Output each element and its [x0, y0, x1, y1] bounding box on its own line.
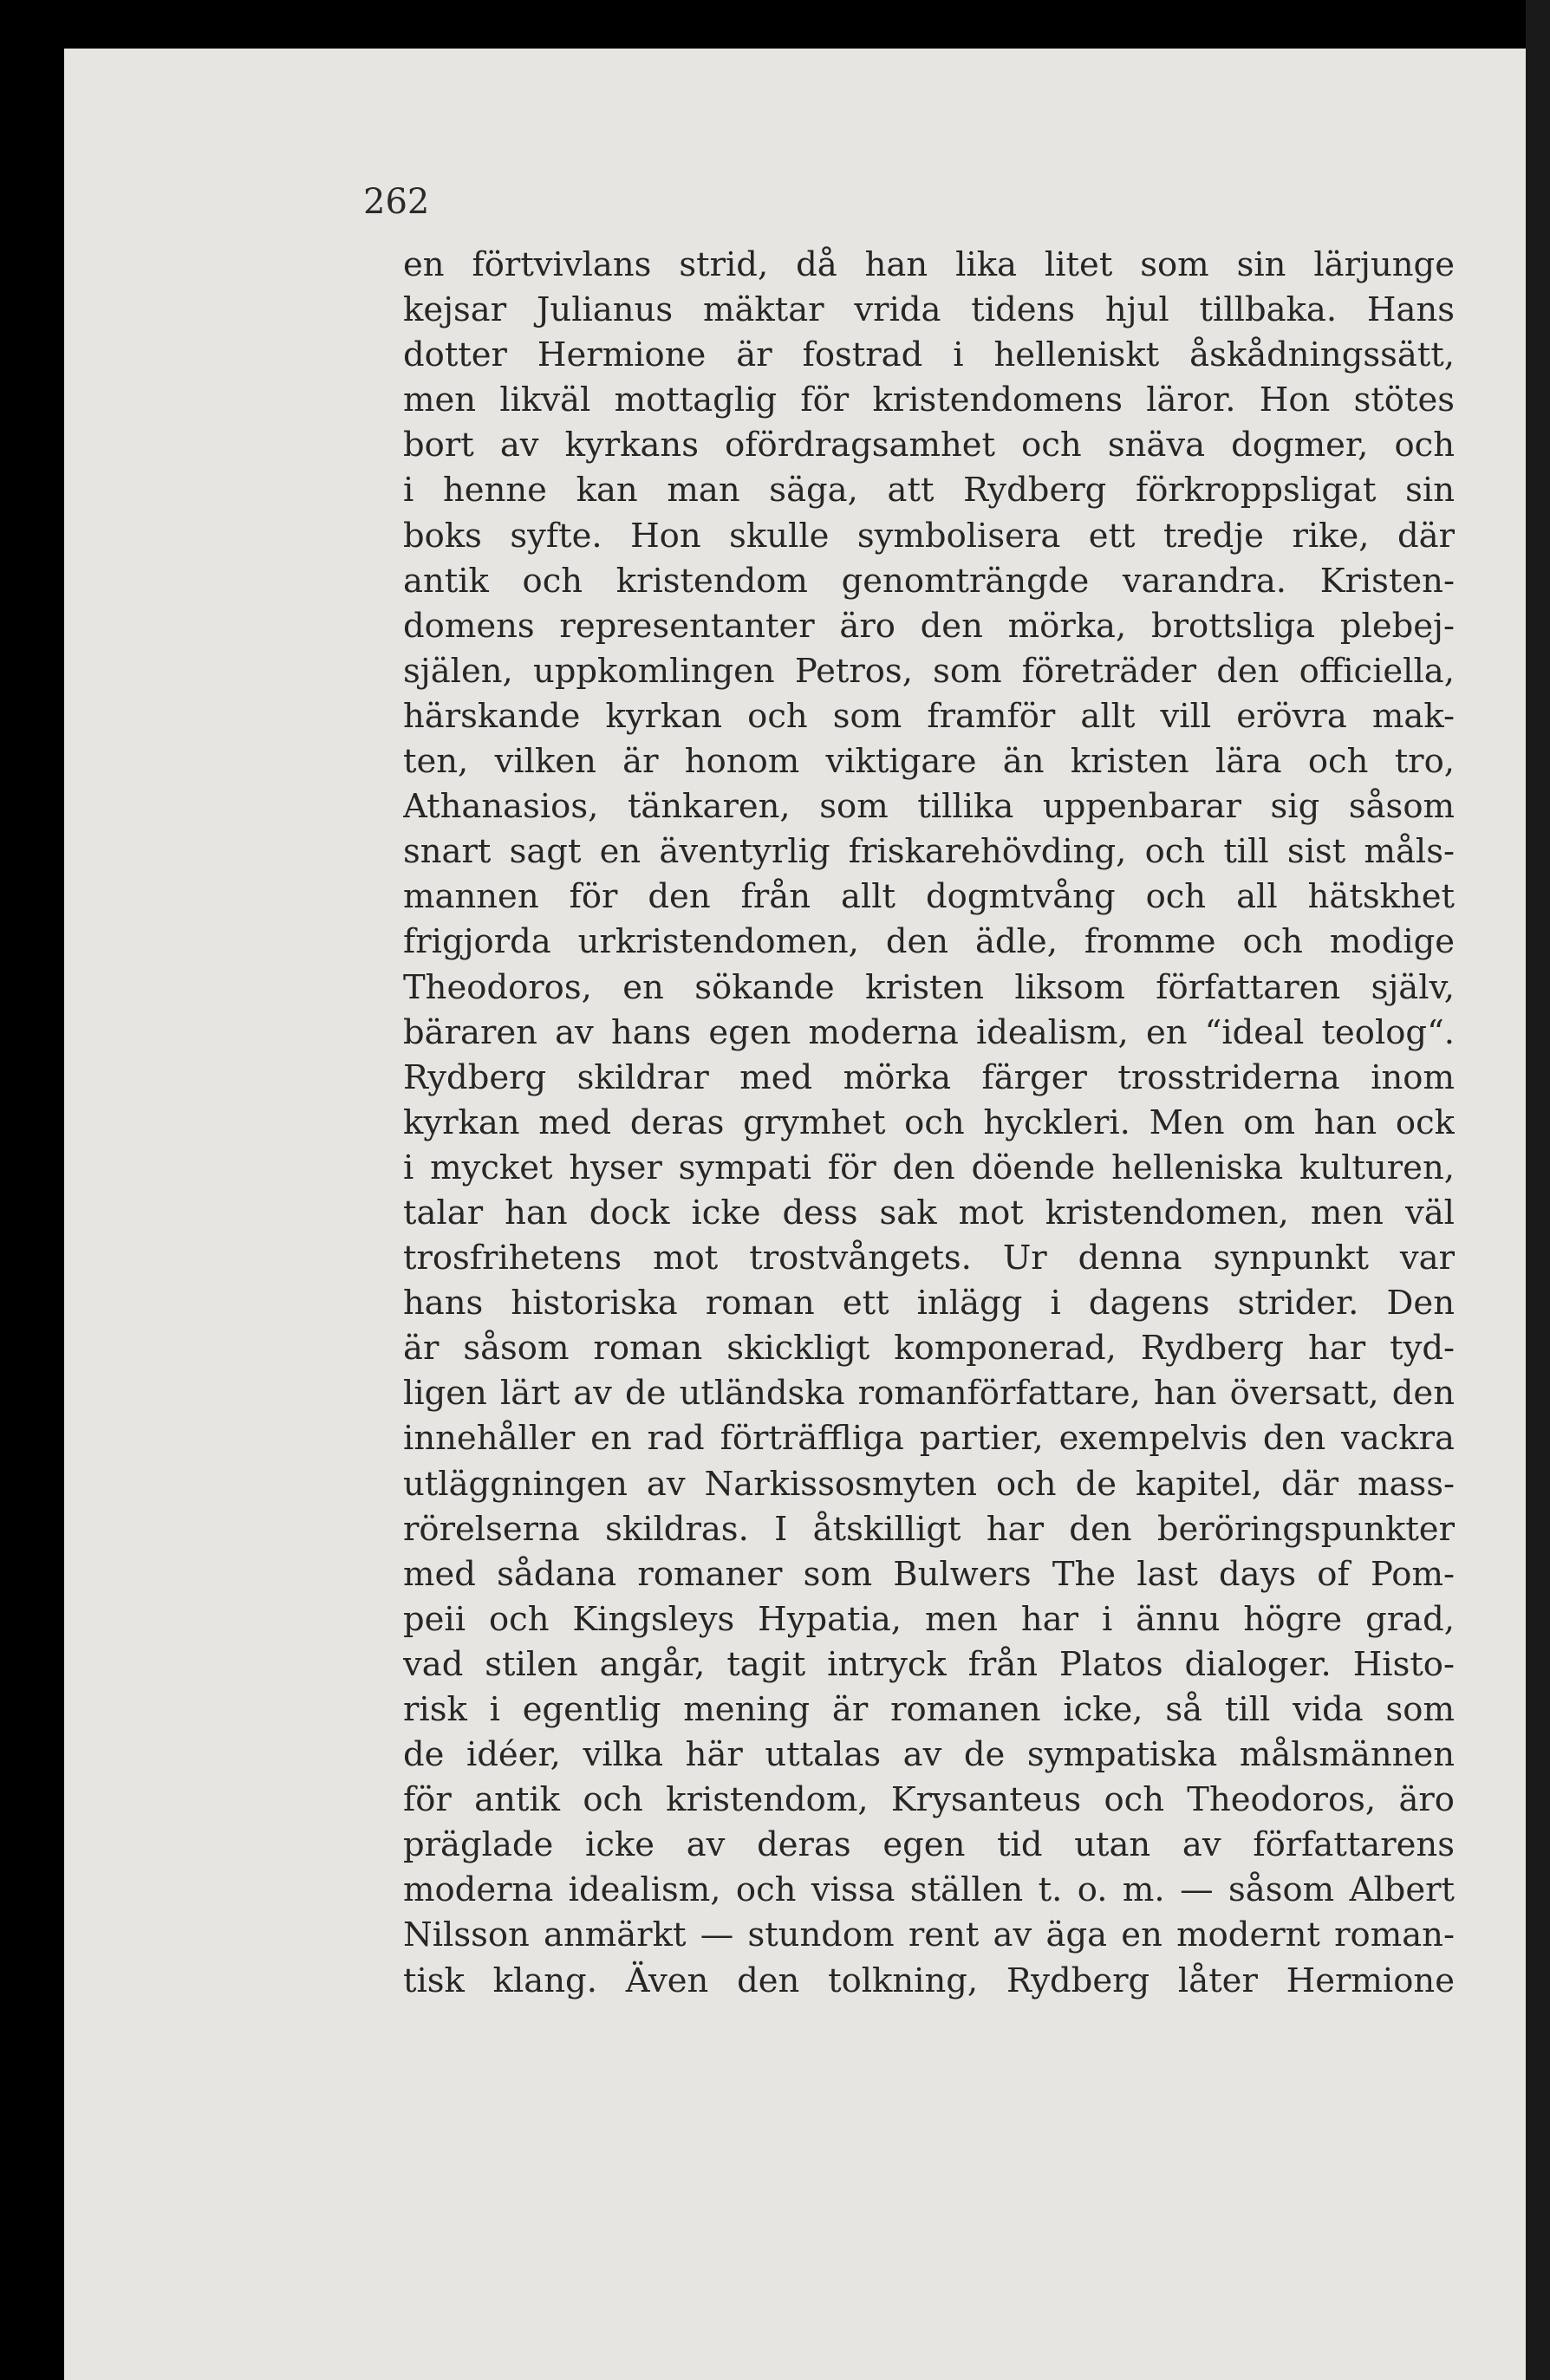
page-number: 262	[363, 182, 430, 222]
text-line: snart sagt en äventyrlig friskarehövding, och till sist måls-	[403, 832, 1455, 872]
text-line: peii och Kingsleys Hypatia, men har i ännu högre grad,	[403, 1599, 1455, 1639]
text-line: rörelserna skildras. I åtskilligt har den beröringspunkter	[403, 1509, 1455, 1549]
text-line: frigjorda urkristendomen, den ädle, fromme och modige	[403, 922, 1455, 962]
scan-edge	[1526, 0, 1550, 2380]
text-line: talar han dock icke dess sak mot kristendomen, men väl	[403, 1193, 1455, 1232]
text-line: själen, uppkomlingen Petros, som företräder den officiella,	[403, 651, 1455, 691]
text-line: domens representanter äro den mörka, brottsliga plebej-	[403, 606, 1455, 646]
text-line: men likväl mottaglig för kristendomens läror. Hon stötes	[403, 380, 1455, 420]
text-line: Theodoros, en sökande kristen liksom författaren själv,	[403, 967, 1455, 1007]
text-line: bort av kyrkans ofördragsamhet och snäva dogmer, och	[403, 426, 1455, 465]
text-line: en förtvivlans strid, då han lika litet som sin lärjunge	[403, 245, 1455, 284]
text-line: risk i egentlig mening är romanen icke, så till vida som	[403, 1690, 1455, 1729]
text-line: Athanasios, tänkaren, som tillika uppenbarar sig såsom	[403, 787, 1455, 827]
text-line: för antik och kristendom, Krysanteus och Theodoros, äro	[403, 1780, 1455, 1820]
text-line: är såsom roman skickligt komponerad, Rydberg har tyd-	[403, 1329, 1455, 1369]
text-line: i mycket hyser sympati för den döende helleniska kulturen,	[403, 1148, 1455, 1187]
text-line: hans historiska roman ett inlägg i dagens strider. Den	[403, 1284, 1455, 1323]
text-line: präglade icke av deras egen tid utan av författarens	[403, 1825, 1455, 1865]
text-line: innehåller en rad förträffliga partier, exempelvis den vackra	[403, 1419, 1455, 1459]
text-line: moderna idealism, och vissa ställen t. o. m. — såsom Albert	[403, 1870, 1455, 1910]
text-line: kyrkan med deras grymhet och hyckleri. Men om han ock	[403, 1102, 1455, 1142]
text-line: ten, vilken är honom viktigare än kristen lära och tro,	[403, 742, 1455, 782]
text-line: utläggningen av Narkissosmyten och de kapitel, där mass-	[403, 1464, 1455, 1504]
text-line: med sådana romaner som Bulwers The last days of Pom-	[403, 1554, 1455, 1594]
text-line: mannen för den från allt dogmtvång och all hätskhet	[403, 877, 1455, 917]
text-line: trosfrihetens mot trostvångets. Ur denna synpunkt var	[403, 1239, 1455, 1278]
text-line: kejsar Julianus mäktar vrida tidens hjul tillbaka. Hans	[403, 290, 1455, 330]
text-line: antik och kristendom genomträngde varandra. Kristen-	[403, 561, 1455, 601]
text-line: boks syfte. Hon skulle symbolisera ett tredje rike, där	[403, 516, 1455, 556]
text-line: tisk klang. Även den tolkning, Rydberg låter Hermione	[403, 1961, 1455, 2000]
text-line: Rydberg skildrar med mörka färger trosstriderna inom	[403, 1057, 1455, 1097]
text-line: de idéer, vilka här uttalas av de sympatiska målsmännen	[403, 1735, 1455, 1775]
body-text	[403, 243, 1455, 2004]
text-line: ligen lärt av de utländska romanförfattare, han översatt, den	[403, 1374, 1455, 1414]
text-line: dotter Hermione är fostrad i helleniskt åskådningssätt,	[403, 335, 1455, 375]
text-line: härskande kyrkan och som framför allt vill erövra mak-	[403, 696, 1455, 736]
text-line: Nilsson anmärkt — stundom rent av äga en modernt roman-	[403, 1915, 1455, 1955]
text-line: bäraren av hans egen moderna idealism, en “ideal teolog“.	[403, 1012, 1455, 1052]
text-line: vad stilen angår, tagit intryck från Platos dialoger. Histo-	[403, 1644, 1455, 1684]
text-line: i henne kan man säga, att Rydberg förkroppsligat sin	[403, 471, 1455, 510]
